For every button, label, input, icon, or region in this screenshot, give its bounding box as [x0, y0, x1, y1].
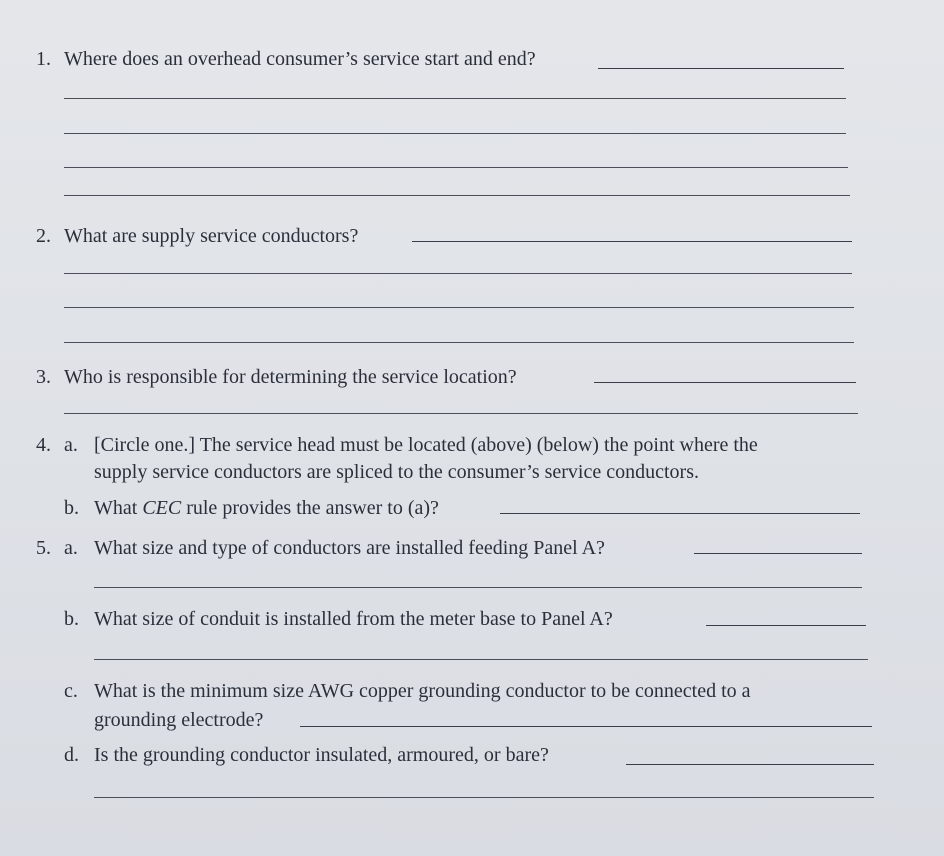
- question-number: 4.: [36, 434, 51, 456]
- answer-blank[interactable]: [598, 68, 844, 69]
- sub-label: d.: [64, 744, 79, 766]
- answer-blank[interactable]: [500, 513, 860, 514]
- question-number: 5.: [36, 537, 51, 559]
- question-3: [36, 365, 517, 389]
- answer-line[interactable]: [94, 587, 862, 588]
- sub-label: b.: [64, 608, 79, 630]
- question-number: 2.: [36, 225, 51, 247]
- question-4a-continued: [94, 460, 699, 484]
- question-text: supply service conductors are spliced to the consumer’s service conductors.: [94, 461, 699, 483]
- answer-blank[interactable]: [300, 726, 872, 727]
- answer-line[interactable]: [64, 342, 854, 343]
- answer-line[interactable]: [64, 195, 850, 196]
- answer-line[interactable]: [64, 273, 852, 274]
- question-text: What are supply service conductors?: [64, 225, 359, 247]
- question-text: rule provides the answer to (a)?: [181, 497, 439, 519]
- question-text: What size and type of conductors are installed feeding Panel A?: [94, 537, 605, 559]
- question-5a: [36, 536, 605, 560]
- question-1: [36, 47, 536, 71]
- answer-blank[interactable]: [706, 625, 866, 626]
- question-5c-continued: [94, 708, 263, 732]
- sub-label: a.: [64, 434, 78, 456]
- sub-label: a.: [64, 537, 78, 559]
- sub-label: b.: [64, 497, 79, 519]
- code-abbreviation: CEC: [142, 497, 182, 519]
- answer-line[interactable]: [64, 98, 846, 99]
- answer-line[interactable]: [64, 133, 846, 134]
- question-text: Where does an overhead consumer’s service start and end?: [64, 48, 536, 70]
- question-text: Is the grounding conductor insulated, armoured, or bare?: [94, 744, 549, 766]
- question-number: 1.: [36, 48, 51, 70]
- question-2: [36, 224, 358, 248]
- question-text: grounding electrode?: [94, 709, 264, 731]
- question-text: Who is responsible for determining the service location?: [64, 366, 517, 388]
- answer-line[interactable]: [64, 167, 848, 168]
- question-5d: [64, 743, 549, 767]
- answer-line[interactable]: [94, 797, 874, 798]
- question-text: What is the minimum size AWG copper grounding conductor to be connected to a: [94, 680, 751, 702]
- question-number: 3.: [36, 366, 51, 388]
- sub-label: c.: [64, 680, 78, 702]
- answer-blank[interactable]: [626, 764, 874, 765]
- question-text: What: [94, 497, 143, 519]
- question-4b: [64, 496, 439, 520]
- question-4a: [36, 433, 758, 457]
- question-text: What size of conduit is installed from the meter base to Panel A?: [94, 608, 613, 630]
- answer-line[interactable]: [94, 659, 868, 660]
- answer-blank[interactable]: [694, 553, 862, 554]
- answer-line[interactable]: [64, 413, 858, 414]
- question-text: [Circle one.] The service head must be located (above) (below) the point where the: [94, 434, 758, 456]
- answer-blank[interactable]: [594, 382, 856, 383]
- question-5c: [64, 679, 751, 703]
- answer-line[interactable]: [64, 307, 854, 308]
- question-5b: [64, 607, 613, 631]
- answer-blank[interactable]: [412, 241, 852, 242]
